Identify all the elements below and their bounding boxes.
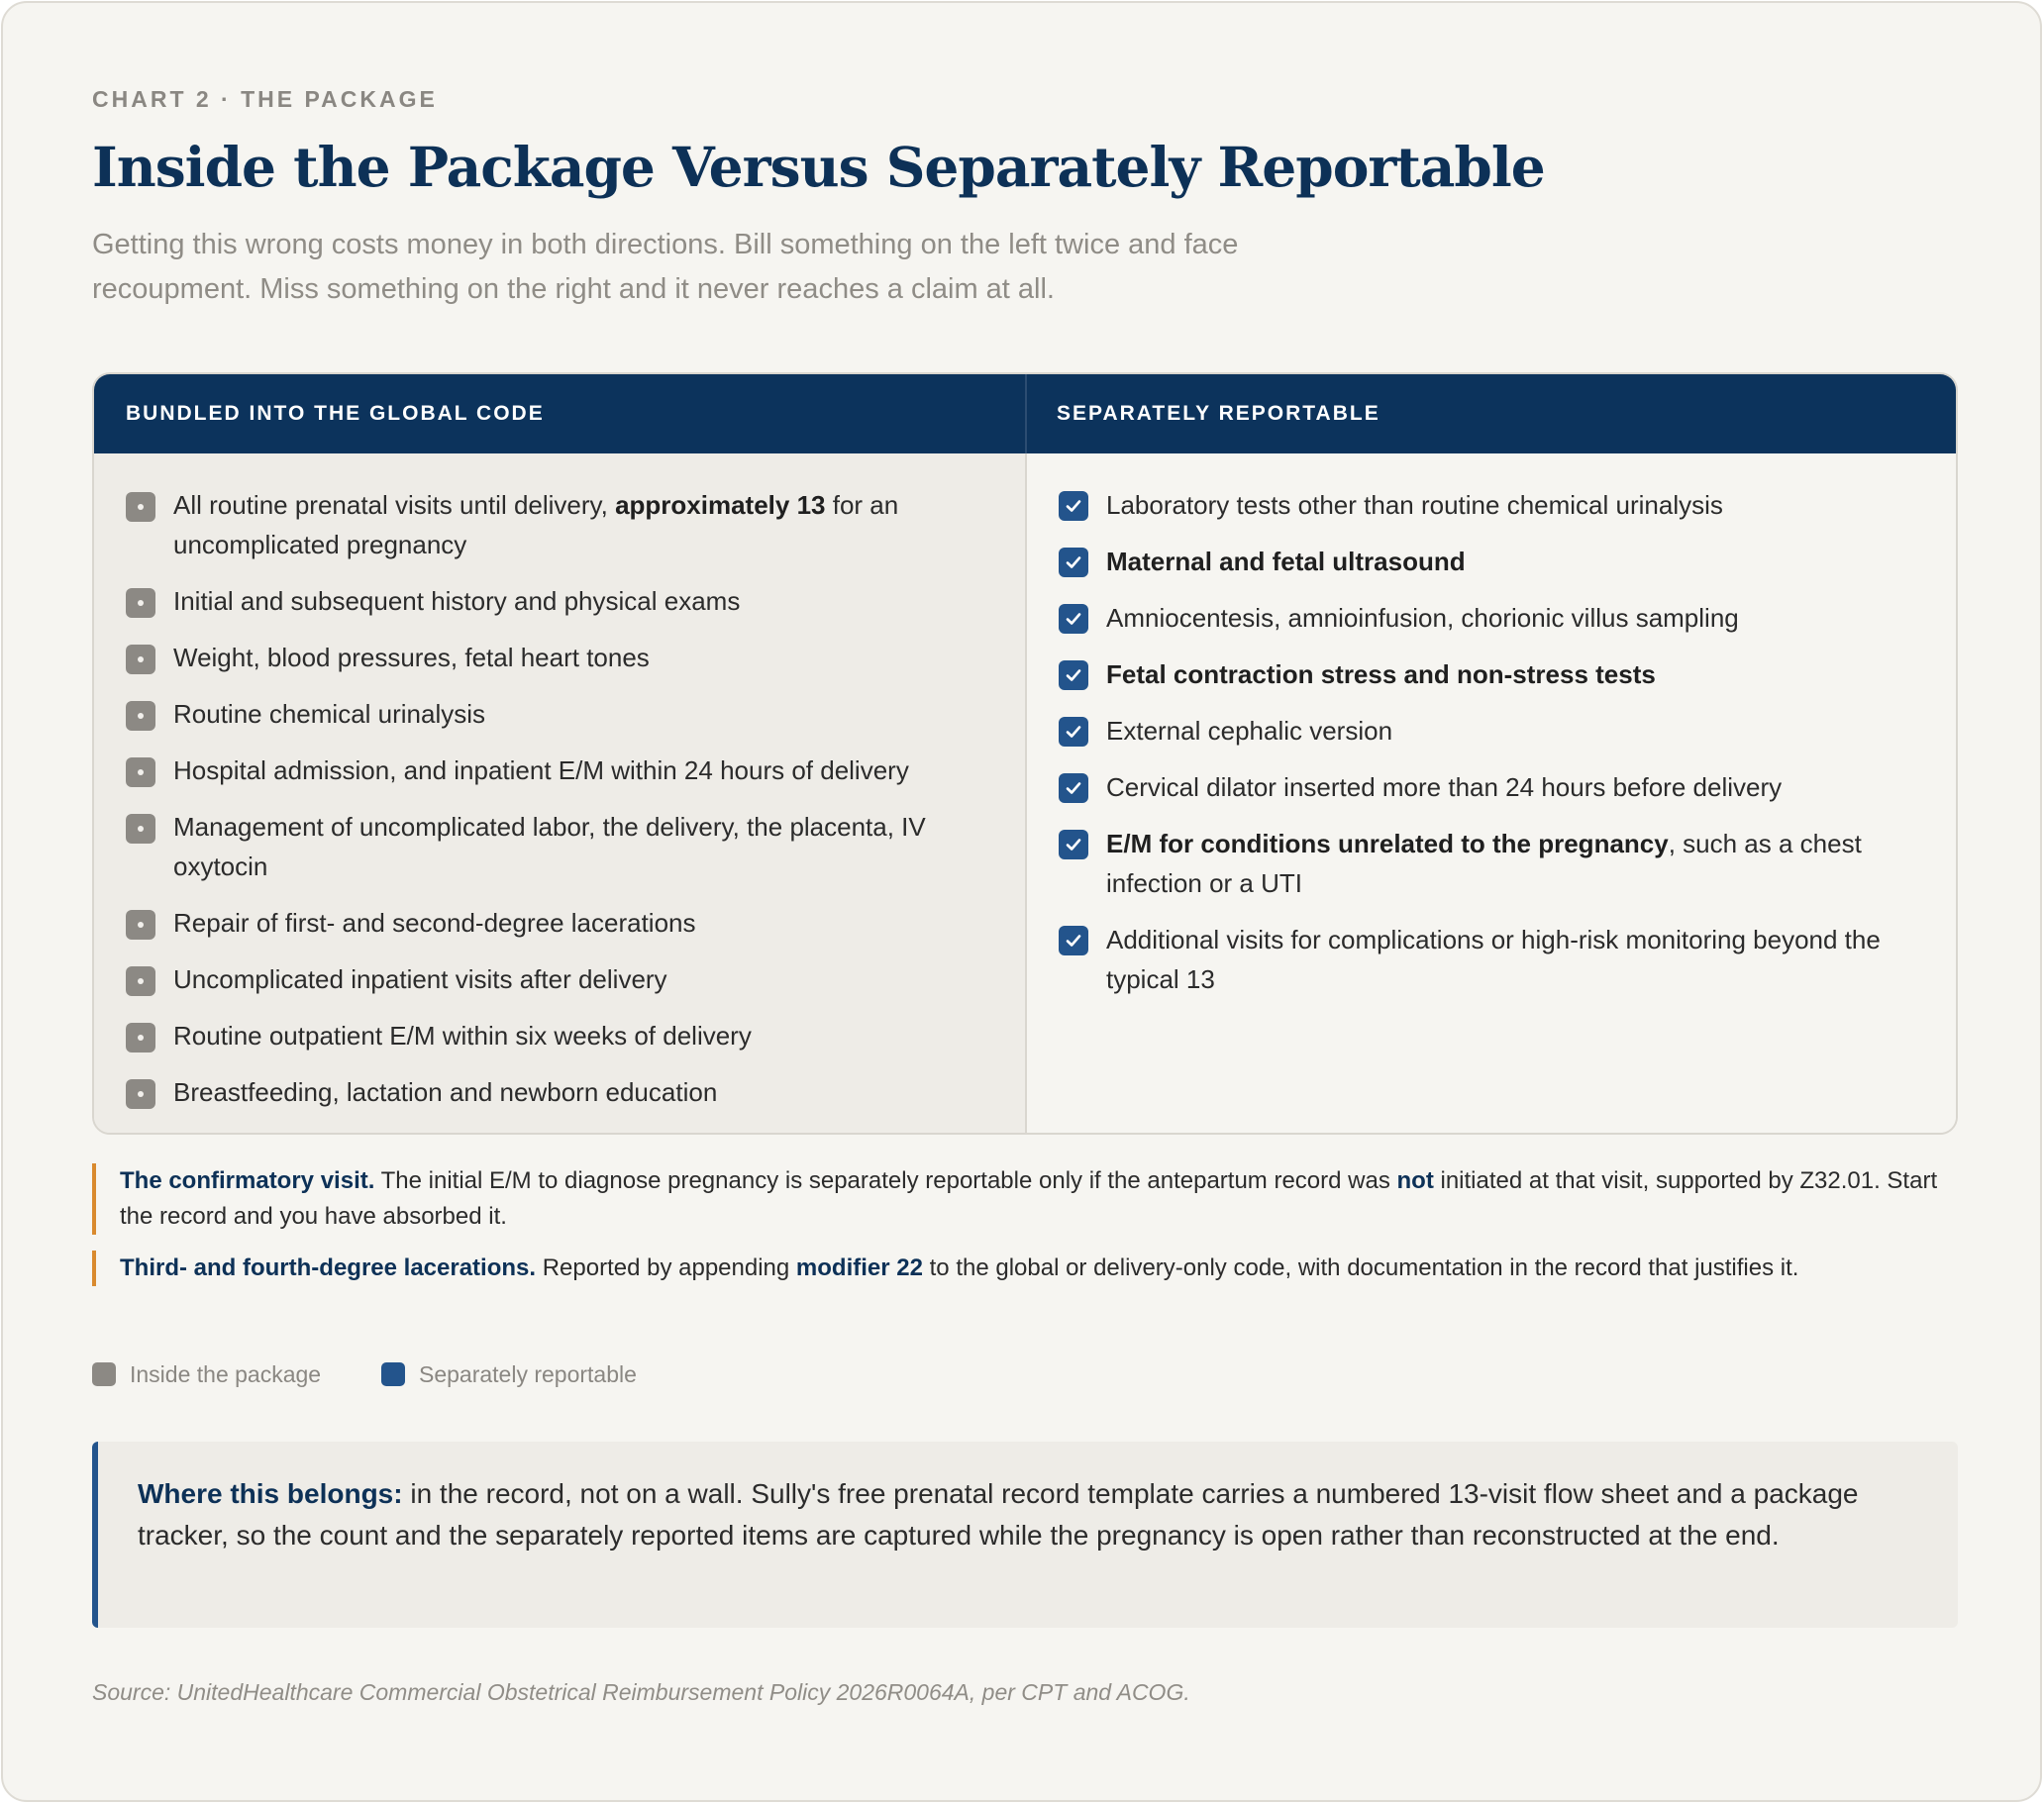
note-text: Reported by appending — [536, 1254, 796, 1281]
item-text: for an uncomplicated pregnancy — [173, 490, 899, 559]
bundled-bullet-icon — [126, 1079, 155, 1109]
list-item — [1059, 654, 1930, 694]
bundled-bullet-icon — [126, 814, 155, 844]
note-lead: The confirmatory visit. — [120, 1167, 375, 1194]
page-title: Inside the Package Versus Separately Reportable — [92, 135, 1545, 199]
list-item — [126, 638, 997, 677]
comparison-table — [92, 372, 1958, 1135]
list-item — [1059, 598, 1930, 638]
note-highlight: modifier 22 — [795, 1254, 923, 1281]
item-text: Additional visits for complications or high-risk monitoring beyond the typical 13 — [1106, 925, 1881, 994]
list-item — [126, 694, 997, 734]
header-bundled: BUNDLED INTO THE GLOBAL CODE — [126, 402, 545, 425]
legend-label: Inside the package — [130, 1361, 322, 1387]
item-text: Uncomplicated inpatient visits after delivery — [173, 964, 667, 994]
eyebrow-label: CHART 2 · THE PACKAGE — [92, 86, 438, 112]
item-text: All routine prenatal visits until delivery, — [173, 490, 616, 520]
item-text: Laboratory tests other than routine chemical urinalysis — [1106, 490, 1723, 520]
item-text: Routine outpatient E/M within six weeks of delivery — [173, 1021, 752, 1051]
item-text: Cervical dilator inserted more than 24 hours before delivery — [1106, 772, 1783, 802]
bundled-column — [94, 453, 1025, 1135]
item-text: Initial and subsequent history and physical exams — [173, 586, 741, 616]
list-item — [1059, 711, 1930, 751]
item-text-bold: approximately 13 — [615, 490, 826, 520]
list-item — [1059, 920, 1930, 999]
note-text: to the global or delivery-only code, with documentation in the record that justifies it. — [922, 1254, 1799, 1281]
list-item — [1059, 542, 1930, 581]
list-item — [1059, 767, 1930, 807]
checkbox-checked-icon — [1059, 773, 1088, 803]
list-item — [126, 485, 997, 564]
bundled-bullet-icon — [126, 645, 155, 674]
legend-item-separately-reportable — [381, 1359, 637, 1389]
legend-item-inside-package — [92, 1359, 321, 1389]
checkbox-checked-icon — [1059, 491, 1088, 521]
note-text: The initial E/M to diagnose pregnancy is separately reportable only if the antepartum record was — [374, 1167, 1397, 1194]
checkbox-checked-icon — [1059, 548, 1088, 577]
bundled-bullet-icon — [126, 1023, 155, 1052]
checkbox-checked-icon — [1059, 604, 1088, 634]
item-text: External cephalic version — [1106, 716, 1393, 746]
header-divider — [1025, 374, 1027, 453]
list-item — [126, 903, 997, 943]
item-text-bold: Maternal and fetal ultrasound — [1106, 547, 1466, 576]
list-item — [126, 581, 997, 621]
list-item — [126, 807, 997, 886]
list-item — [126, 959, 997, 999]
chart-card — [1, 1, 2042, 1802]
list-item — [126, 751, 997, 790]
note-text: initiated at that visit, supported by Z32.01. Start the record and you have absorbed it. — [120, 1167, 1938, 1230]
table-header — [94, 374, 1956, 453]
callout-text: in the record, not on a wall. Sully's free prenatal record template carries a numbered 13-visit flow sheet and a package tracker, so the count and the separately reported items are captured while the pregnancy is open rather than reconstructed at the end. — [138, 1478, 1859, 1551]
bundled-bullet-icon — [126, 757, 155, 787]
item-text-bold: Fetal contraction stress and non-stress tests — [1106, 659, 1656, 689]
callout-lead: Where this belongs: — [138, 1478, 403, 1509]
list-item — [126, 1072, 997, 1112]
note-lacerations — [92, 1251, 1958, 1286]
checkbox-checked-icon — [1059, 660, 1088, 690]
subtitle: Getting this wrong costs money in both directions. Bill something on the left twice and face recoupment. Miss something on the right and it never reaches a claim at all. — [92, 229, 1239, 305]
item-text: Hospital admission, and inpatient E/M within 24 hours of delivery — [173, 755, 909, 785]
item-text: Breastfeeding, lactation and newborn education — [173, 1077, 718, 1107]
checkbox-checked-icon — [1059, 830, 1088, 859]
checkbox-checked-icon — [1059, 926, 1088, 955]
item-text: Repair of first- and second-degree lacerations — [173, 908, 696, 938]
reportable-list — [1059, 485, 1930, 1016]
bundled-bullet-icon — [126, 910, 155, 940]
bundled-bullet-icon — [126, 492, 155, 522]
list-item — [1059, 824, 1930, 903]
callout-box — [92, 1442, 1958, 1628]
note-highlight: not — [1396, 1167, 1434, 1194]
item-text: Weight, blood pressures, fetal heart tones — [173, 643, 650, 672]
note-lead: Third- and fourth-degree lacerations. — [120, 1254, 537, 1281]
checkbox-checked-icon — [1059, 717, 1088, 747]
legend-swatch-gray — [92, 1362, 116, 1386]
item-text: Management of uncomplicated labor, the delivery, the placenta, IV oxytocin — [173, 812, 926, 881]
item-text: Routine chemical urinalysis — [173, 699, 486, 729]
reportable-column — [1027, 453, 1958, 1135]
note-confirmatory-visit — [92, 1163, 1958, 1235]
source-note: Source: UnitedHealthcare Commercial Obstetrical Reimbursement Policy 2026R0064A, per CPT and ACOG. — [92, 1679, 1190, 1705]
item-text: Amniocentesis, amnioinfusion, chorionic villus sampling — [1106, 603, 1739, 633]
list-item — [126, 1016, 997, 1055]
item-text-bold: E/M for conditions unrelated to the pregnancy — [1106, 829, 1669, 858]
legend-label: Separately reportable — [419, 1361, 637, 1387]
bundled-bullet-icon — [126, 588, 155, 618]
header-separately-reportable: SEPARATELY REPORTABLE — [1057, 402, 1380, 425]
bundled-list — [126, 485, 997, 1129]
item-text: , such as a chest infection or a UTI — [1106, 829, 1862, 898]
list-item — [1059, 485, 1930, 525]
bundled-bullet-icon — [126, 966, 155, 996]
bundled-bullet-icon — [126, 701, 155, 731]
legend-swatch-blue — [381, 1362, 405, 1386]
